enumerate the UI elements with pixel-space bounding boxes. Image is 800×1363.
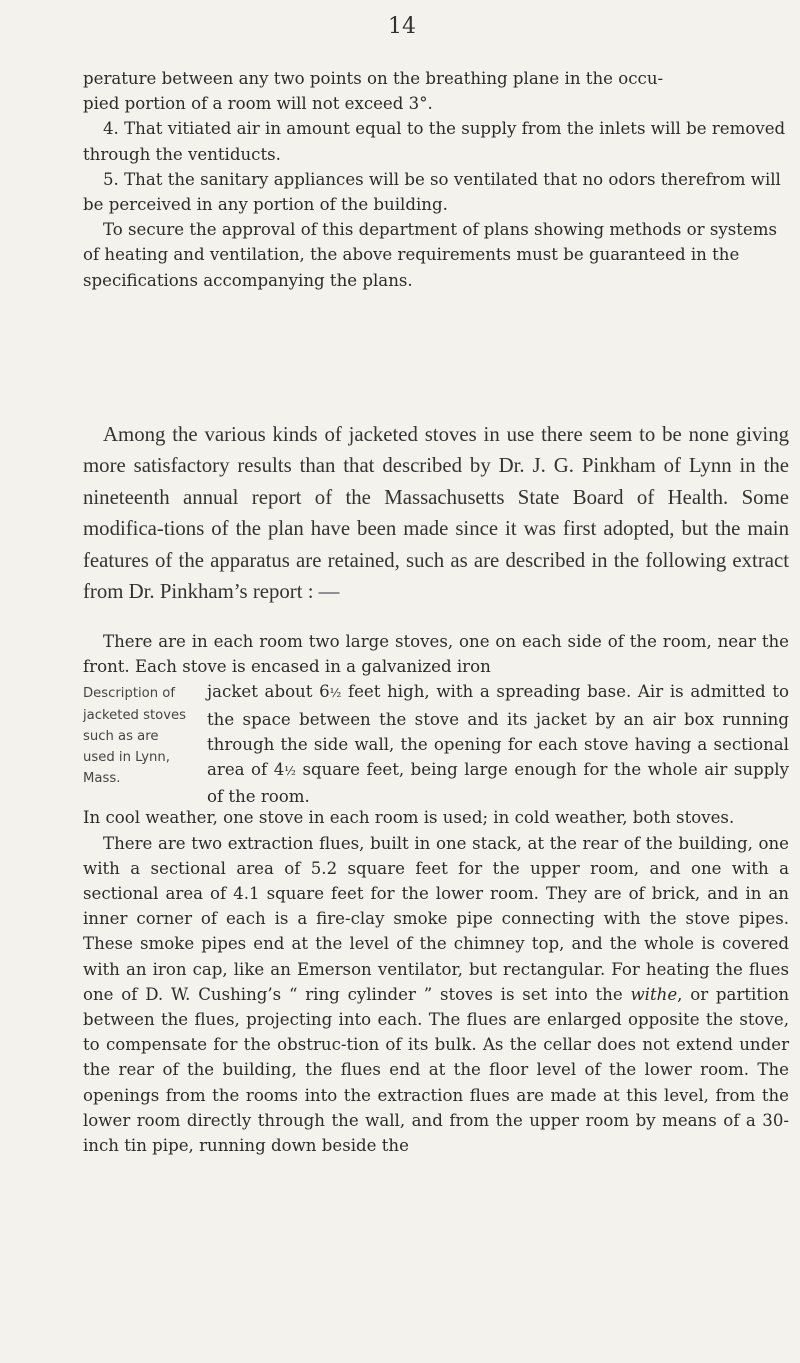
margin-sidenote: Description of jacketed stoves such as are used in Lynn, Mass.: [83, 686, 187, 787]
fraction: ½: [329, 686, 342, 701]
fraction: ½: [284, 764, 296, 779]
text-line: pied portion of a room will not exceed 3°.: [83, 94, 433, 114]
extract-intro: There are in each room two large stoves, one on each side of the room, near the front. Each stove is encased in a galvanized iron: [83, 632, 789, 677]
text-fragment: square feet, being large enough for the whole air supply of the room.: [207, 760, 789, 807]
pinkham-extract: [83, 629, 789, 1158]
requirements-section: [83, 66, 789, 293]
wrapped-paragraph: [207, 679, 789, 809]
flues-paragraph: [83, 831, 789, 1159]
italic-term: withe: [630, 984, 678, 1004]
text-fragment: , or partition between the flues, projecting into each. The flues are enlarged opposite the stove, to compensate for the obstruc-tion of its bulk. As the cellar does not extend under the rear of the building, the flues end at the floor level of the lower room. The openings from the rooms into the extraction flues are made at this level, from the lower room directly through the wall, and from the upper room by means of a 30-inch tin pipe, running down beside the: [83, 984, 790, 1156]
text-fragment: There are two extraction flues, built in one stack, at the rear of the building, one with a sectional area of 5.2 square feet for the upper room, and one with a sectional area of 4.1 square feet for the lower room. They are of brick, and in an inner corner of each is a fire-clay smoke pipe connecting with the stove pipes. These smoke pipes end at the level of the chimney top, and the whole is covered with an iron cap, like an Emerson ventilator, but rectangular. For heating the flues one of D. W. Cushing’s “ ring cylinder ” stoves is set into the: [83, 833, 789, 1004]
page-number: 14: [388, 14, 416, 39]
requirement-item-4: 4. That vitiated air in amount equal to the supply from the inlets will be removed through the ventiducts.: [83, 119, 786, 164]
text-fragment: jacket about 6: [207, 682, 330, 702]
sidenote-wrap-area: [83, 679, 789, 805]
large-print-paragraph: Among the various kinds of jacketed stoves in use there seem to be none giving more satisfactory results than that described by Dr. J. G. Pinkham of Lynn in the nineteenth annual report of the Massachusetts State Board of Health. Some modifica-tions of the plan have been made since it was first adopted, but the main features of the apparatus are retained, such as are described in the following extract from Dr. Pinkham’s report : —: [83, 423, 789, 604]
weather-paragraph: In cool weather, one stove in each room is used; in cold weather, both stoves.: [83, 808, 735, 828]
text-fragment: feet high, with a spreading base. Air is admitted to the space between the stove and its jacket by an air box running through the side wall, the opening for each stove having a sectional area of 4: [207, 682, 789, 780]
text-line: perature between any two points on the breathing plane in the occu-: [83, 69, 664, 88]
jacketed-stoves-paragraph: [83, 419, 789, 607]
requirement-item-5: 5. That the sanitary appliances will be so ventilated that no odors therefrom will be perceived in any portion of the building.: [83, 169, 781, 215]
approval-paragraph: To secure the approval of this department of plans showing methods or systems of heating and ventilation, the above requirements must be guaranteed in the specifications accompanying the plans.: [83, 220, 777, 290]
